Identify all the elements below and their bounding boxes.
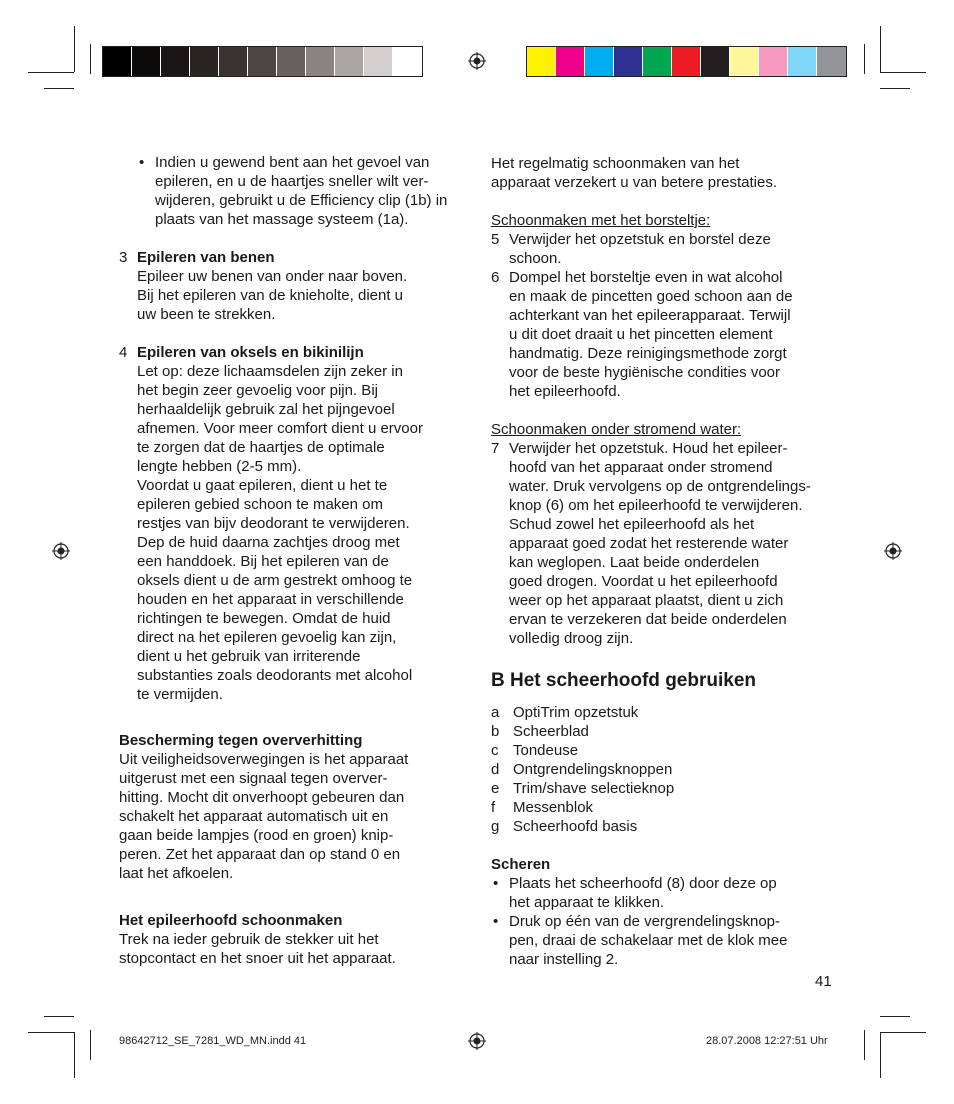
part-letter: a — [491, 704, 500, 721]
part-letter: b — [491, 723, 500, 740]
part-letter: e — [491, 780, 500, 797]
text-line: Epileer uw benen van onder naar boven. — [137, 268, 408, 285]
item-number: 7 — [491, 440, 500, 457]
crop-mark — [74, 26, 75, 72]
part-letter: d — [491, 761, 500, 778]
left-column-items — [119, 248, 469, 723]
text-line: en maak de pincetten goed schoon aan de — [509, 288, 793, 305]
text-line: uw been te strekken. — [137, 306, 276, 323]
text-line: Dep de huid daarna zachtjes droog met — [137, 534, 400, 551]
text-line: apparaat goed zodat het resterende water — [509, 535, 789, 552]
part-label: Scheerblad — [513, 723, 589, 740]
crop-mark — [880, 26, 881, 72]
part-label: Tondeuse — [513, 742, 579, 759]
item-number: 3 — [119, 249, 128, 266]
crop-mark — [880, 1016, 910, 1017]
color-swatch — [335, 47, 364, 76]
part-item — [491, 798, 851, 817]
part-item — [491, 703, 851, 722]
color-swatch — [132, 47, 161, 76]
crop-mark — [44, 1016, 74, 1017]
color-swatch — [190, 47, 219, 76]
crop-mark — [880, 72, 926, 73]
section-b-title: B Het scheerhoofd gebruiken — [491, 670, 756, 691]
brush-heading: Schoonmaken met het borsteltje: — [491, 212, 711, 229]
bullet-icon: • — [493, 913, 499, 930]
text-line: naar instelling 2. — [509, 951, 619, 968]
item-5 — [491, 230, 851, 268]
text-line: pen, draai de schakelaar met de klok mee — [509, 932, 788, 949]
part-label: OptiTrim opzetstuk — [513, 704, 639, 721]
cleaning-section — [119, 911, 469, 968]
text-line: ervan te verzekeren dat beide onderdelen — [509, 611, 787, 628]
color-swatch — [730, 47, 759, 76]
color-swatch — [614, 47, 643, 76]
part-item — [491, 760, 851, 779]
text-line: oksels dient u de arm gestrekt omhoog te — [137, 572, 413, 589]
item-5-body — [509, 230, 851, 268]
page-number: 41 — [815, 973, 832, 990]
text-line: knop (6) om het epileerhoofd te verwijderen. — [509, 497, 803, 514]
overheat-body — [119, 750, 469, 883]
item-number: 6 — [491, 269, 500, 286]
registration-mark-icon — [884, 542, 902, 560]
color-swatch — [527, 47, 556, 76]
crop-mark — [880, 88, 910, 89]
shaving-title: Scheren — [491, 856, 551, 873]
part-item — [491, 741, 851, 760]
text-line: kan weglopen. Laat beide onderdelen — [509, 554, 760, 571]
color-swatch — [248, 47, 277, 76]
color-swatch — [788, 47, 817, 76]
text-line: Plaats het scheerhoofd (8) door deze op — [509, 875, 777, 892]
text-line: goed drogen. Voordat u het epileerhoofd — [509, 573, 778, 590]
overheat-title: Bescherming tegen oververhitting — [119, 732, 363, 749]
color-swatch — [643, 47, 672, 76]
footer-filename: 98642712_SE_7281_WD_MN.indd 41 — [119, 1035, 307, 1047]
part-letter: c — [491, 742, 499, 759]
text-line: peren. Zet het apparaat dan op stand 0 en — [119, 846, 401, 863]
color-swatch — [219, 47, 248, 76]
text-line: volledig droog zijn. — [509, 630, 634, 647]
crop-mark — [880, 1032, 926, 1033]
efficiency-text: Indien u gewend bent aan het gevoel van epileren, en u de haartjes sneller wilt ver-wijderen, gebruikt u de Efficiency clip (1b) in plaats van het massage systeem (1a). — [155, 154, 448, 228]
item-3-body — [137, 267, 469, 324]
left-column — [137, 153, 467, 248]
water-heading: Schoonmaken onder stromend water: — [491, 421, 742, 438]
text-line: Voordat u gaat epileren, dient u het te — [137, 477, 388, 494]
text-line: Dompel het borsteltje even in wat alcohol — [509, 269, 783, 286]
item-7 — [491, 439, 851, 648]
part-label: Ontgrendelingsknoppen — [513, 761, 673, 778]
text-line: een handdoek. Bij het epileren van de — [137, 553, 389, 570]
text-line: Druk op één van de vergrendelingsknop- — [509, 913, 781, 930]
bullet-icon: • — [493, 875, 499, 892]
registration-mark-icon — [468, 1032, 486, 1050]
item-3-title: Epileren van benen — [137, 249, 275, 266]
part-label: Messenblok — [513, 799, 594, 816]
text-line: Trek na ieder gebruik de stekker uit het — [119, 931, 379, 948]
footer-datetime: 28.07.2008 12:27:51 Uhr — [706, 1035, 828, 1047]
item-4-body — [137, 362, 469, 704]
text-line: Uit veiligheidsoverwegingen is het apparaat — [119, 751, 409, 768]
text-line: schakelt het apparaat automatisch uit en — [119, 808, 389, 825]
color-swatch — [277, 47, 306, 76]
grayscale-color-bar — [102, 46, 423, 77]
text-line: richtingen te bewegen. Omdat de huid — [137, 610, 391, 627]
text-line: houden en het apparaat in verschillende — [137, 591, 404, 608]
overheat-section — [119, 731, 469, 883]
text-line: schoon. — [509, 250, 562, 267]
shaving-bullets — [491, 874, 851, 969]
bullet-icon: • — [139, 154, 145, 171]
crop-mark — [28, 72, 74, 73]
color-swatch — [161, 47, 190, 76]
text-line: het begin zeer gevoelig voor pijn. Bij — [137, 382, 378, 399]
item-number: 5 — [491, 231, 500, 248]
text-line: lengte hebben (2-5 mm). — [137, 458, 302, 475]
text-line: te vermijden. — [137, 686, 223, 703]
text-line: herhaaldelijk gebruik zal het pijngevoel — [137, 401, 395, 418]
item-7-body — [509, 439, 851, 648]
item-6-body — [509, 268, 851, 401]
part-letter: g — [491, 818, 500, 835]
text-line: achterkant van het epileerapparaat. Terwijl — [509, 307, 791, 324]
part-label: Trim/shave selectieknop — [513, 780, 675, 797]
efficiency-bullet — [137, 153, 467, 229]
text-line: substanties zoals deodorants met alcohol — [137, 667, 413, 684]
text-line: apparaat verzekert u van betere prestaties. — [491, 174, 777, 191]
part-label: Scheerhoofd basis — [513, 818, 638, 835]
color-swatch — [306, 47, 335, 76]
text-line: Bij het epileren van de knieholte, dient u — [137, 287, 404, 304]
registration-mark-icon — [468, 52, 486, 70]
text-line: direct na het epileren gevoelig kan zijn, — [137, 629, 397, 646]
text-line: gaan beide lampjes (rood en groen) knip- — [119, 827, 394, 844]
text-line: u dit doet draait u het pincetten element — [509, 326, 773, 343]
process-color-bar — [526, 46, 847, 77]
color-swatch — [701, 47, 730, 76]
crop-mark — [90, 44, 91, 74]
text-line: het apparaat te klikken. — [509, 894, 665, 911]
intro-text — [491, 154, 851, 192]
color-swatch — [817, 47, 846, 76]
text-line: weer op het apparaat plaatst, dient u zich — [509, 592, 784, 609]
text-line: hoofd van het apparaat onder stromend — [509, 459, 773, 476]
color-swatch — [759, 47, 788, 76]
text-line: Verwijder het opzetstuk en borstel deze — [509, 231, 771, 248]
shaving-step — [491, 874, 851, 912]
text-line: dient u het gebruik van irriterende — [137, 648, 361, 665]
text-line: restjes van bijv deodorant te verwijderen. — [137, 515, 410, 532]
color-swatch — [364, 47, 393, 76]
shaving-step — [491, 912, 851, 969]
part-letter: f — [491, 799, 496, 816]
item-4-armpits — [119, 343, 469, 704]
cleaning-body — [119, 930, 469, 968]
text-line: het epileerhoofd. — [509, 383, 621, 400]
section-b — [491, 669, 851, 969]
registration-mark-icon — [52, 542, 70, 560]
text-line: Let op: deze lichaamsdelen zijn zeker in — [137, 363, 403, 380]
text-line: Het regelmatig schoonmaken van het — [491, 155, 740, 172]
crop-mark — [864, 44, 865, 74]
color-swatch — [556, 47, 585, 76]
item-number: 4 — [119, 344, 128, 361]
crop-mark — [90, 1030, 91, 1060]
text-line: handmatig. Deze reinigingsmethode zorgt — [509, 345, 787, 362]
text-line: voor de beste hygiënische condities voor — [509, 364, 780, 381]
item-6 — [491, 268, 851, 401]
parts-list — [491, 703, 851, 836]
text-line: water. Druk vervolgens op de ontgrendelings- — [509, 478, 811, 495]
text-line: stopcontact en het snoer uit het apparaat. — [119, 950, 396, 967]
crop-mark — [864, 1030, 865, 1060]
cleaning-title: Het epileerhoofd schoonmaken — [119, 912, 343, 929]
color-swatch — [672, 47, 701, 76]
crop-mark — [880, 1032, 881, 1078]
item-3-legs — [119, 248, 469, 324]
text-line: hitting. Mocht dit onverhoopt gebeuren dan — [119, 789, 405, 806]
part-item — [491, 722, 851, 741]
color-swatch — [585, 47, 614, 76]
crop-mark — [28, 1032, 74, 1033]
text-line: te zorgen dat de haartjes de optimale — [137, 439, 385, 456]
item-4-title: Epileren van oksels en bikinilijn — [137, 344, 364, 361]
text-line: uitgerust met een signaal tegen overver- — [119, 770, 388, 787]
text-line: laat het afkoelen. — [119, 865, 234, 882]
crop-mark — [74, 1032, 75, 1078]
part-item — [491, 817, 851, 836]
text-line: Verwijder het opzetstuk. Houd het epileer- — [509, 440, 788, 457]
text-line: epileren gebied schoon te maken om — [137, 496, 383, 513]
crop-mark — [44, 88, 74, 89]
text-line: afnemen. Voor meer comfort dient u ervoor — [137, 420, 423, 437]
text-line: Schud zowel het epileerhoofd als het — [509, 516, 755, 533]
color-swatch — [393, 47, 422, 76]
right-column — [491, 154, 851, 648]
part-item — [491, 779, 851, 798]
color-swatch — [103, 47, 132, 76]
